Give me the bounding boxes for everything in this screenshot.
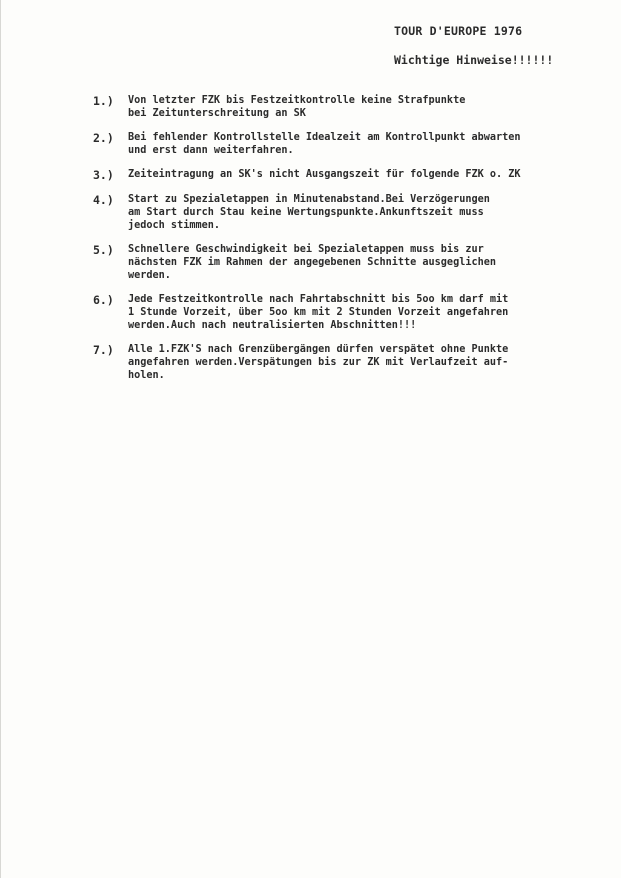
note-line: Start zu Spezialetappen in Minutenabstand.Bei Verzögerungen bbox=[128, 194, 490, 205]
note-item bbox=[93, 243, 613, 282]
note-line: Jede Festzeitkontrolle nach Fahrtabschnitt bis 5oo km darf mit bbox=[128, 294, 509, 305]
note-line: werden. bbox=[128, 270, 171, 281]
note-line: nächsten FZK im Rahmen der angegebenen Schnitte ausgeglichen bbox=[128, 257, 497, 268]
note-line: Von letzter FZK bis Festzeitkontrolle keine Strafpunkte bbox=[128, 95, 466, 106]
note-line: 1 Stunde Vorzeit, über 5oo km mit 2 Stunden Vorzeit angefahren bbox=[128, 307, 509, 318]
note-item bbox=[93, 193, 613, 232]
note-line: Schnellere Geschwindigkeit bei Spezialetappen muss bis zur bbox=[128, 244, 484, 255]
note-item bbox=[93, 293, 613, 332]
note-text bbox=[128, 131, 613, 157]
note-line: und erst dann weiterfahren. bbox=[128, 145, 294, 156]
note-number: 4.) bbox=[93, 193, 114, 207]
note-number: 7.) bbox=[93, 343, 114, 357]
note-line: werden.Auch nach neutralisierten Abschnitten!!! bbox=[128, 320, 417, 331]
document-title: TOUR D'EUROPE 1976 bbox=[394, 24, 523, 38]
note-line: am Start durch Stau keine Wertungspunkte.Ankunftszeit muss bbox=[128, 207, 484, 218]
note-number: 2.) bbox=[93, 131, 114, 145]
note-number: 3.) bbox=[93, 168, 114, 182]
note-text bbox=[128, 243, 613, 282]
note-text bbox=[128, 168, 613, 182]
note-line: Bei fehlender Kontrollstelle Idealzeit am Kontrollpunkt abwarten bbox=[128, 132, 521, 143]
note-item bbox=[93, 94, 613, 120]
note-item bbox=[93, 131, 613, 157]
note-item bbox=[93, 168, 613, 182]
note-line: angefahren werden.Verspätungen bis zur ZK mit Verlaufzeit auf- bbox=[128, 357, 509, 368]
document-subtitle: Wichtige Hinweise!!!!!! bbox=[394, 53, 554, 67]
note-text bbox=[128, 94, 613, 120]
note-line: jedoch stimmen. bbox=[128, 220, 221, 231]
note-number: 1.) bbox=[93, 94, 114, 108]
note-number: 6.) bbox=[93, 293, 114, 307]
note-text bbox=[128, 343, 613, 382]
note-line: bei Zeitunterschreitung an SK bbox=[128, 108, 306, 119]
note-line: holen. bbox=[128, 370, 165, 381]
note-text bbox=[128, 293, 613, 332]
note-text bbox=[128, 193, 613, 232]
notes-list bbox=[93, 94, 613, 393]
note-line: Alle 1.FZK'S nach Grenzübergängen dürfen verspätet ohne Punkte bbox=[128, 344, 509, 355]
note-number: 5.) bbox=[93, 243, 114, 257]
note-item bbox=[93, 343, 613, 382]
note-line: Zeiteintragung an SK's nicht Ausgangszeit für folgende FZK o. ZK bbox=[128, 169, 521, 180]
